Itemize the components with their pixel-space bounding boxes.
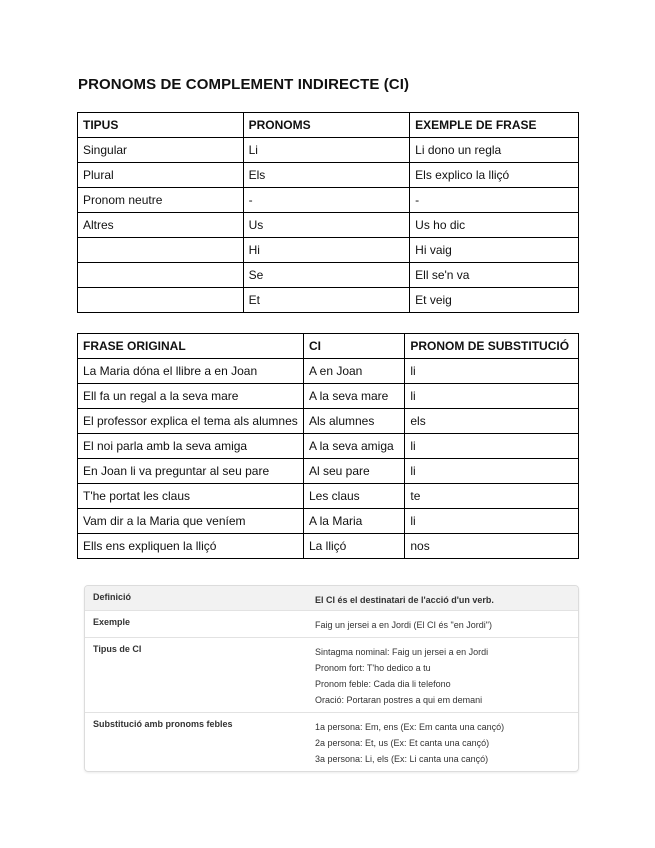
table-cell: Li <box>243 138 410 163</box>
table-cell: li <box>405 509 579 534</box>
table-row <box>78 459 579 484</box>
table-row <box>78 163 579 188</box>
table-header-row <box>78 113 579 138</box>
definition-label: Definició <box>93 592 132 602</box>
table-cell: Singular <box>78 138 244 163</box>
table-cell: Hi vaig <box>410 238 579 263</box>
table-cell: li <box>405 359 579 384</box>
column-header: FRASE ORIGINAL <box>78 334 304 359</box>
table-cell: La Maria dóna el llibre a en Joan <box>78 359 304 384</box>
table-row <box>78 409 579 434</box>
substitution-examples-table <box>77 333 579 559</box>
column-header: EXEMPLE DE FRASE <box>410 113 579 138</box>
table-row <box>78 359 579 384</box>
table-row <box>78 484 579 509</box>
table-cell: Hi <box>243 238 410 263</box>
pronoun-types-table <box>77 112 579 313</box>
table-row <box>78 434 579 459</box>
column-header: TIPUS <box>78 113 244 138</box>
table-cell: Les claus <box>303 484 404 509</box>
table-row <box>78 213 579 238</box>
definition-card <box>84 585 579 772</box>
table-cell: - <box>243 188 410 213</box>
table-row <box>78 188 579 213</box>
table-cell: El noi parla amb la seva amiga <box>78 434 304 459</box>
table-cell: A la Maria <box>303 509 404 534</box>
definition-row <box>85 712 578 771</box>
table-cell: Altres <box>78 213 244 238</box>
definition-line: 3a persona: Li, els (Ex: Li canta una cançó) <box>315 754 489 764</box>
definition-label: Exemple <box>93 617 131 627</box>
table-cell: La lliçó <box>303 534 404 559</box>
table-row <box>78 534 579 559</box>
definition-value <box>315 638 578 712</box>
table-cell <box>78 288 244 313</box>
column-header: PRONOM DE SUBSTITUCIÓ <box>405 334 579 359</box>
table-cell: Als alumnes <box>303 409 404 434</box>
table-cell: Vam dir a la Maria que veníem <box>78 509 304 534</box>
table-cell: Et veig <box>410 288 579 313</box>
definition-line: Faig un jersei a en Jordi (El CI és "en Jordi") <box>315 620 492 630</box>
table-cell: Al seu pare <box>303 459 404 484</box>
definition-line: Pronom fort: T'ho dedico a tu <box>315 663 431 673</box>
table-cell: Plural <box>78 163 244 188</box>
definition-value <box>315 713 578 771</box>
definition-label: Tipus de CI <box>93 644 142 654</box>
table-row <box>78 238 579 263</box>
table-cell: El professor explica el tema als alumnes <box>78 409 304 434</box>
table-cell: Et <box>243 288 410 313</box>
page-title: PRONOMS DE COMPLEMENT INDIRECTE (CI) <box>78 76 410 93</box>
definition-line: Pronom feble: Cada dia li telefono <box>315 679 451 689</box>
table-cell <box>78 238 244 263</box>
definition-line: El CI és el destinatari de l'acció d'un verb. <box>315 595 494 605</box>
table-header-row <box>78 334 579 359</box>
definition-label: Substitució amb pronoms febles <box>93 719 233 729</box>
table-cell: Els explico la lliçó <box>410 163 579 188</box>
definition-line: Sintagma nominal: Faig un jersei a en Jordi <box>315 647 489 657</box>
table-cell: - <box>410 188 579 213</box>
definition-line: Oració: Portaran postres a qui em demani <box>315 695 483 705</box>
definition-value <box>315 586 578 610</box>
table-cell: Pronom neutre <box>78 188 244 213</box>
table-cell: A la seva amiga <box>303 434 404 459</box>
table-cell: nos <box>405 534 579 559</box>
table-cell: T'he portat les claus <box>78 484 304 509</box>
definition-line: 2a persona: Et, us (Ex: Et canta una cançó) <box>315 738 490 748</box>
column-header: PRONOMS <box>243 113 410 138</box>
table-cell: li <box>405 434 579 459</box>
table-row <box>78 384 579 409</box>
definition-value <box>315 611 578 637</box>
table-row <box>78 263 579 288</box>
table-cell: Els <box>243 163 410 188</box>
table-cell: els <box>405 409 579 434</box>
table-row <box>78 509 579 534</box>
definition-row <box>85 610 578 637</box>
table-cell: te <box>405 484 579 509</box>
definition-row <box>85 586 578 610</box>
definition-row <box>85 637 578 712</box>
table-cell: A la seva mare <box>303 384 404 409</box>
table-cell: li <box>405 384 579 409</box>
table-row <box>78 138 579 163</box>
table-cell: Us <box>243 213 410 238</box>
table-cell <box>78 263 244 288</box>
table-cell: Ell se'n va <box>410 263 579 288</box>
table-cell: li <box>405 459 579 484</box>
table-cell: A en Joan <box>303 359 404 384</box>
table-cell: Ell fa un regal a la seva mare <box>78 384 304 409</box>
definition-line: 1a persona: Em, ens (Ex: Em canta una cançó) <box>315 722 505 732</box>
table-cell: Li dono un regla <box>410 138 579 163</box>
column-header: CI <box>303 334 404 359</box>
table-cell: Ells ens expliquen la lliçó <box>78 534 304 559</box>
table-cell: En Joan li va preguntar al seu pare <box>78 459 304 484</box>
table-row <box>78 288 579 313</box>
table-cell: Us ho dic <box>410 213 579 238</box>
table-cell: Se <box>243 263 410 288</box>
